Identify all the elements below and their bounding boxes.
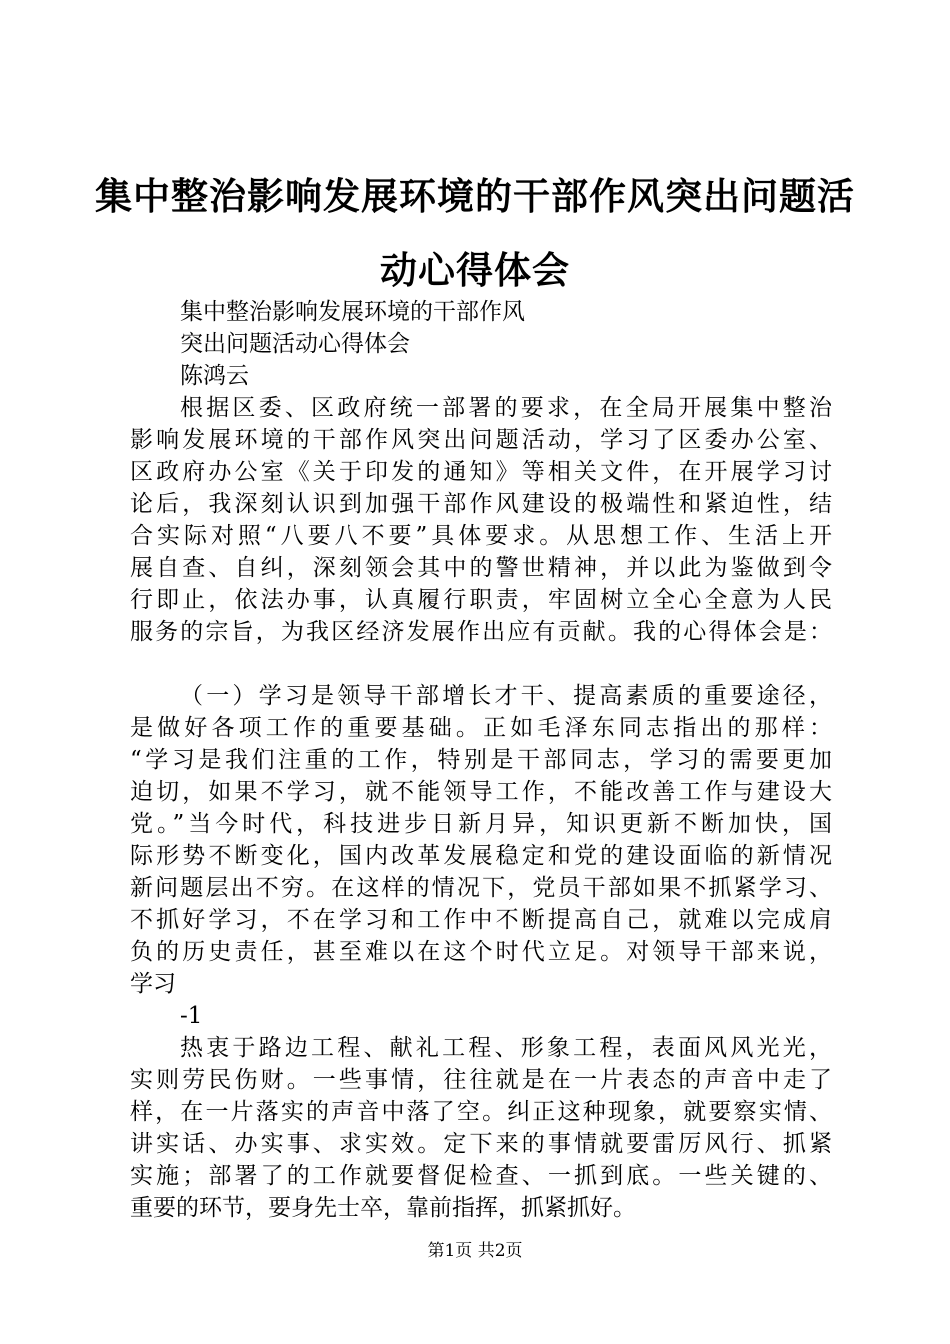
paragraph-2-line: （一）学习是领导干部增长才干、提高素质的重要途径， [180, 683, 832, 709]
paragraph-1-line: 行即止，依法办事，认真履行职责，牢固树立全心全意为人民 [130, 587, 832, 613]
title-line-2: 动心得体会 [380, 249, 570, 292]
paragraph-3-line: 样，在一片落实的声音中落了空。纠正这种现象，就要察实情、 [130, 1099, 832, 1125]
paragraph-2-line: 不抓好学习，不在学习和工作中不断提高自己，就难以完成肩 [130, 907, 832, 933]
paragraph-3-line: 重要的环节，要身先士卒，靠前指挥，抓紧抓好。 [130, 1195, 636, 1221]
paragraph-2-line: 负的历史责任，甚至难以在这个时代立足。对领导干部来说， [130, 939, 832, 965]
paragraph-2-line: 迫切，如果不学习，就不能领导工作，不能改善工作与建设大 [130, 779, 832, 805]
subtitle-line-1: 集中整治影响发展环境的干部作风 [180, 299, 525, 325]
paragraph-2-line: 新问题层出不穷。在这样的情况下，党员干部如果不抓紧学习、 [130, 875, 832, 901]
paragraph-2-line: 学习 [130, 971, 176, 997]
paragraph-spacer [130, 648, 832, 680]
paragraph-2-line: 际形势不断变化，国内改革发展稳定和党的建设面临的新情况 [130, 843, 832, 869]
paragraph-1-line: 服务的宗旨，为我区经济发展作出应有贡献。我的心得体会是： [130, 619, 832, 645]
paragraph-2 [130, 680, 832, 1000]
document-body [130, 296, 832, 1224]
paragraph-2-line: 是做好各项工作的重要基础。正如毛泽东同志指出的那样： [130, 715, 832, 741]
paragraph-1-line: 合实际对照“八要八不要”具体要求。从思想工作、生活上开 [130, 523, 832, 549]
paragraph-3-line: 实施；部署了的工作就要督促检查、一抓到底。一些关键的、 [130, 1163, 832, 1189]
paragraph-3-line: 热衷于路边工程、献礼工程、形象工程，表面风风光光， [180, 1035, 832, 1061]
page-footer: 第1页 共2页 [427, 1241, 523, 1261]
paragraph-1 [130, 392, 832, 648]
subtitle-line-2: 突出问题活动心得体会 [180, 331, 410, 357]
paragraph-2-line: “学习是我们注重的工作，特别是干部同志，学习的需要更加 [130, 747, 832, 773]
paragraph-3-line: 实则劳民伤财。一些事情，往往就是在一片表态的声音中走了 [130, 1067, 832, 1093]
paragraph-1-line: 影响发展环境的干部作风突出问题活动，学习了区委办公室、 [130, 427, 832, 453]
document-title [90, 160, 860, 308]
paragraph-1-line: 区政府办公室《关于印发的通知》等相关文件，在开展学习讨 [130, 459, 832, 485]
paragraph-3-line: 讲实话、办实事、求实效。定下来的事情就要雷厉风行、抓紧 [130, 1131, 832, 1157]
paragraph-2-line: 党。”当今时代，科技进步日新月异，知识更新不断加快，国 [130, 811, 832, 837]
page-marker: -1 [180, 1003, 203, 1029]
paragraph-3 [130, 1032, 832, 1224]
paragraph-1-line: 展自查、自纠，深刻领会其中的警世精神，并以此为鉴做到令 [130, 555, 832, 581]
author-name: 陈鸿云 [180, 363, 249, 389]
title-line-1: 集中整治影响发展环境的干部作风突出问题活 [95, 175, 855, 218]
paragraph-1-line: 根据区委、区政府统一部署的要求，在全局开展集中整治 [180, 395, 832, 421]
paragraph-1-line: 论后，我深刻认识到加强干部作风建设的极端性和紧迫性，结 [130, 491, 832, 517]
